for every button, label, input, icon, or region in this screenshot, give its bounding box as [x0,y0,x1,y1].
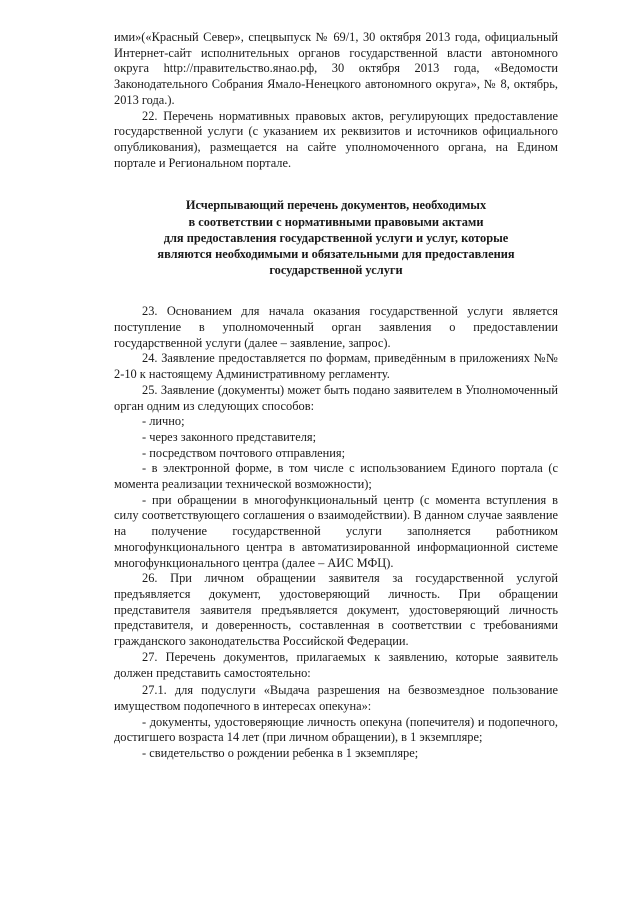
paragraph-sources: ими»(«Красный Север», спецвыпуск № 69/1, 30 октября 2013 года, официальный Интернет-сайт исполнительных органов государственной власти автономного округа http://правительство.янао.рф, 30 октября 2013 года, «Ведомости Законодательного Собрания Ямало-Ненецкого автономного округа», № 8, октябрь, 2013 года.). [114,30,558,107]
method-item: - через законного представителя; [142,429,317,444]
method-item: - в электронной форме, в том числе с использованием Единого портала (с момента реализации технической возможности); [114,461,558,492]
paragraph-26: 26. При личном обращении заявителя за государственной услугой предъявляется документ, удостоверяющий личность. При обращении представителя заявителя предъявляется документ, удостоверяющий личность представителя, и доверенность, составленная в соответствии с требованиями гражданского законодательства Российской Федерации. [114,571,558,649]
method-item: - посредством почтового отправления; [142,445,346,460]
heading-line: Исчерпывающий перечень документов, необходимых [185,198,487,213]
heading-line: для предоставления государственной услуги и услуг, которые [163,230,509,245]
heading-line: являются необходимыми и обязательными для предоставления [157,246,515,261]
paragraph-22: 22. Перечень нормативных правовых актов, регулирующих предоставление государственной услуги (с указанием их реквизитов и источников официального опубликования), размещается на сайте уполномоченного органа, на Едином портале и Региональном портале. [114,108,558,170]
paragraph-27: 27. Перечень документов, прилагаемых к заявлению, которые заявитель должен представить самостоятельно: [114,649,558,680]
paragraph-23: 23. Основанием для начала оказания государственной услуги является поступление в уполномоченный орган заявления о предоставлении государственной услуги (далее – заявление, запрос). [114,304,558,350]
document-item: - документы, удостоверяющие личность опекуна (попечителя) и подопечного, достигшего возраста 14 лет (при личном обращении), в 1 экземпляре; [114,714,558,745]
paragraph-24: 24. Заявление предоставляется по формам, приведённым в приложениях №№ 2-10 к настоящему Административному регламенту. [114,351,558,382]
method-item: - лично; [142,414,185,429]
section-heading [114,197,558,278]
paragraph-25: 25. Заявление (документы) может быть подано заявителем в Уполномоченный орган одним из следующих способов: [114,382,558,413]
document-page [114,30,558,762]
method-item: - при обращении в многофункциональный центр (с момента вступления в силу соответствующего соглашения о взаимодействии). В данном случае заявление на получение государственной услуги заполняется работником многофункционального центра в автоматизированной информационной системе многофункционального центра (далее – АИС МФЦ). [114,492,558,570]
paragraph-27-1: 27.1. для подуслуги «Выдача разрешения на безвозмездное пользование имуществом подопечного в интересах опекуна»: [114,683,558,713]
heading-line: в соответствии с нормативными правовыми актами [188,214,484,229]
heading-line: государственной услуги [269,263,403,278]
document-item: - свидетельство о рождении ребенка в 1 экземпляре; [142,746,419,761]
